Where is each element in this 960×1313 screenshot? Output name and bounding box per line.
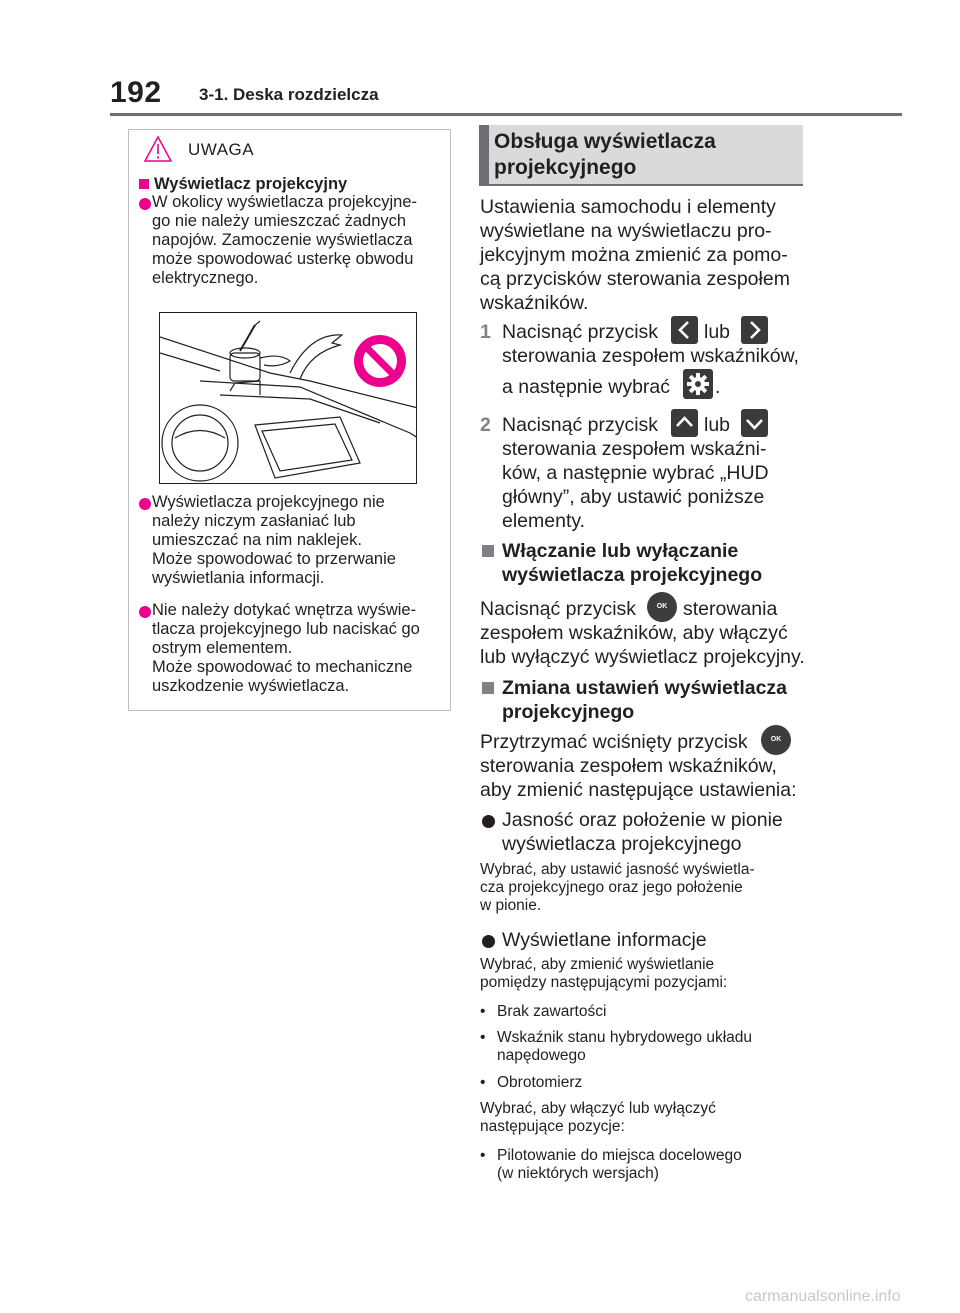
- sub1-text-a: Nacisnąć przycisk: [480, 598, 637, 620]
- step-number-1: 1: [480, 321, 491, 343]
- step2-text-b: lub: [704, 414, 731, 436]
- warning-subheading: Wyświetlacz projekcyjny: [139, 175, 347, 194]
- square-bullet-icon: [482, 682, 494, 694]
- bullet2-description: Wybrać, aby zmienić wyświetlanie pomiędzy następującymi pozycjami:: [480, 956, 728, 991]
- list-item: Brak zawartości: [497, 1003, 607, 1020]
- warning-item-2: Wyświetlacza projekcyjnego nie należy niczym zasłaniać lub umieszczać na nim naklejek. Może spowodować to przerwanie wyświetlania informacji.: [152, 493, 396, 587]
- step-number-2: 2: [480, 414, 491, 436]
- section-heading: Obsługa wyświetlacza projekcyjnego: [494, 130, 716, 179]
- ok-button-icon: OK: [647, 592, 677, 622]
- list-bullet: •: [480, 1003, 486, 1020]
- dashboard-drink-illustration: [159, 312, 417, 484]
- gear-button-icon: [683, 369, 713, 399]
- subheading-toggle: Włączanie lub wyłączanie wyświetlacza projekcyjnego: [502, 540, 763, 586]
- section-title: 3-1. Deska rozdzielcza: [199, 85, 379, 104]
- bullet-dot-icon: [139, 606, 151, 618]
- down-arrow-button-icon: [741, 409, 768, 437]
- ok-button-icon: OK: [761, 725, 791, 755]
- step1-text-d: a następnie wybrać: [502, 376, 671, 398]
- step1-text-a: Nacisnąć przycisk: [502, 321, 659, 343]
- step1-text-b: lub: [704, 321, 731, 343]
- list-item: Wskaźnik stanu hybrydowego układu napędowego: [497, 1029, 753, 1064]
- sub1-text-b: sterowania: [683, 598, 778, 620]
- bullet-dot-icon: [482, 935, 495, 948]
- square-bullet-icon: [139, 179, 149, 189]
- sub2-text-a: Przytrzymać wciśnięty przycisk: [480, 731, 748, 753]
- bullet1-description: Wybrać, aby ustawić jasność wyświetla- cza projekcyjnego oraz jego położenie w pionie.: [480, 861, 755, 914]
- bullet-dot-icon: [139, 498, 151, 510]
- list-bullet: •: [480, 1147, 486, 1164]
- bullet-dot-icon: [139, 198, 151, 210]
- step2-text-a: Nacisnąć przycisk: [502, 414, 659, 436]
- bullet-dot-icon: [482, 815, 495, 828]
- warning-triangle-icon: [143, 135, 173, 163]
- right-arrow-button-icon: [741, 316, 768, 344]
- list-item: Pilotowanie do miejsca docelowego (w niektórych wersjach): [497, 1147, 742, 1182]
- step1-text-c: sterowania zespołem wskaźników,: [502, 345, 799, 367]
- heading-underline: [479, 184, 803, 186]
- up-arrow-button-icon: [671, 409, 698, 437]
- warning-item-3: Nie należy dotykać wnętrza wyświe- tlacza projekcyjnego lub naciskać go ostrym elementem. Może spowodować to mechaniczne uszkodzenie wyświetlacza.: [152, 601, 420, 695]
- page-number: 192: [110, 76, 162, 109]
- warning-item-1: W okolicy wyświetlacza projekcyjne- go nie należy umieszczać żadnych napojów. Zamoczenie wyświetlacza może spowodować usterkę obwodu elektrycznego.: [152, 193, 417, 287]
- bullet-brightness: Jasność oraz położenie w pionie wyświetlacza projekcyjnego: [502, 809, 783, 855]
- header-rule: [110, 113, 902, 116]
- square-bullet-icon: [482, 545, 494, 557]
- list-bullet: •: [480, 1029, 486, 1046]
- list-item: Obrotomierz: [497, 1074, 583, 1091]
- subheading-settings: Zmiana ustawień wyświetlacza projekcyjnego: [502, 677, 788, 723]
- step2-continued: sterowania zespołem wskaźni- ków, a następnie wybrać „HUD główny”, aby ustawić poniższe elementy.: [502, 438, 769, 532]
- left-arrow-button-icon: [671, 316, 698, 344]
- intro-paragraph: Ustawienia samochodu i elementy wyświetlane na wyświetlaczu pro- jekcyjnym można zmienić za pomo- cą przycisków sterowania zespołem wskaźników.: [480, 196, 790, 314]
- heading-accent: [479, 125, 489, 185]
- list-bullet: •: [480, 1074, 486, 1091]
- watermark: carmanualsonline.info: [745, 1288, 901, 1305]
- bullet2-description-2: Wybrać, aby włączyć lub wyłączyć następujące pozycje:: [480, 1100, 716, 1135]
- bullet-info: Wyświetlane informacje: [502, 929, 707, 951]
- sub1-continued: zespołem wskaźników, aby włączyć lub wyłączyć wyświetlacz projekcyjny.: [480, 622, 805, 668]
- warning-title: UWAGA: [188, 140, 255, 159]
- step1-text-e: .: [715, 376, 721, 398]
- sub2-continued: sterowania zespołem wskaźników, aby zmienić następujące ustawienia:: [480, 755, 797, 801]
